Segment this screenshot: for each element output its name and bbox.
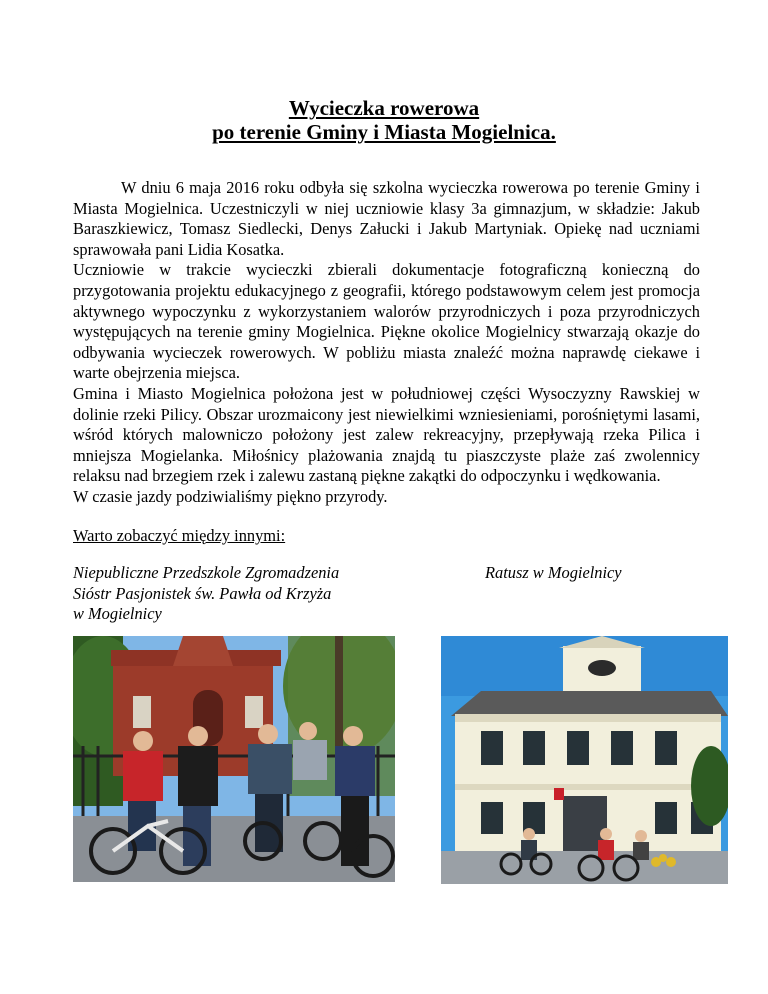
caption-kindergarten-line3: w Mogielnicy [73, 604, 162, 624]
article-body [73, 178, 700, 508]
caption-kindergarten-line2: Sióstr Pasjonistek św. Pawła od Krzyża [73, 583, 332, 603]
paragraph-intro: W dniu 6 maja 2016 roku odbyła się szkolna wycieczka rowerowa po terenie Gminy i Miasta Mogielnica. Uczestniczyli w niej uczniowie klasy 3a gimnazjum, w składzie: Jakub Baraszkiewicz, Tomasz Siedlecki, Denys Załucki i Jakub Martyniak. Opiekę nad uczniami sprawowała pani Lidia Kosatka. [73, 178, 700, 259]
paragraph-documentation: Uczniowie w trakcie wycieczki zbierali dokumentacje fotograficzną konieczną do przygotowania projektu edukacyjnego z geografii, którego podstawowym celem jest promocja aktywnego wypoczynku z wykorzystaniem walorów przyrodniczych i poza przyrodniczych występujących na terenie gminy Mogielnica. Piękne okolice Mogielnicy stwarzają okazje do odbywania wycieczek rowerowych. W pobliżu miasta znaleźć można naprawdę ciekawe i warte obejrzenia miejsca. [73, 260, 700, 383]
paragraph-nature: W czasie jazdy podziwialiśmy piękno przyrody. [73, 486, 388, 506]
page-title-line2: po terenie Gminy i Miasta Mogielnica. [212, 120, 556, 144]
see-also-heading: Warto zobaczyć między innymi: [73, 526, 286, 545]
caption-town-hall: Ratusz w Mogielnicy [485, 563, 622, 582]
paragraph-geography: Gmina i Miasto Mogielnica położona jest w południowej części Wysoczyzny Rawskiej w dolinie rzeki Pilicy. Obszar urozmaicony jest niewielkimi wzniesieniami, porośniętymi lasami, wśród których malowniczo położony jest zalew rekreacyjny, przepływają rzeka Pilica i mniejsza Mogielanka. Miłośnicy plażowania znajdą tu piaszczyste plaże zaś zwolennicy relaksu nad brzegiem rzek i zalewu zastaną piękne zakątki do odpoczynku i wędkowania. [73, 383, 700, 486]
caption-kindergarten-line1: Niepubliczne Przedszkole Zgromadzenia [73, 563, 340, 582]
photo-students-with-bikes [73, 636, 395, 882]
page-title-line1: Wycieczka rowerowa [288, 96, 480, 120]
photo-town-hall [441, 636, 728, 884]
caption-kindergarten [73, 563, 393, 625]
